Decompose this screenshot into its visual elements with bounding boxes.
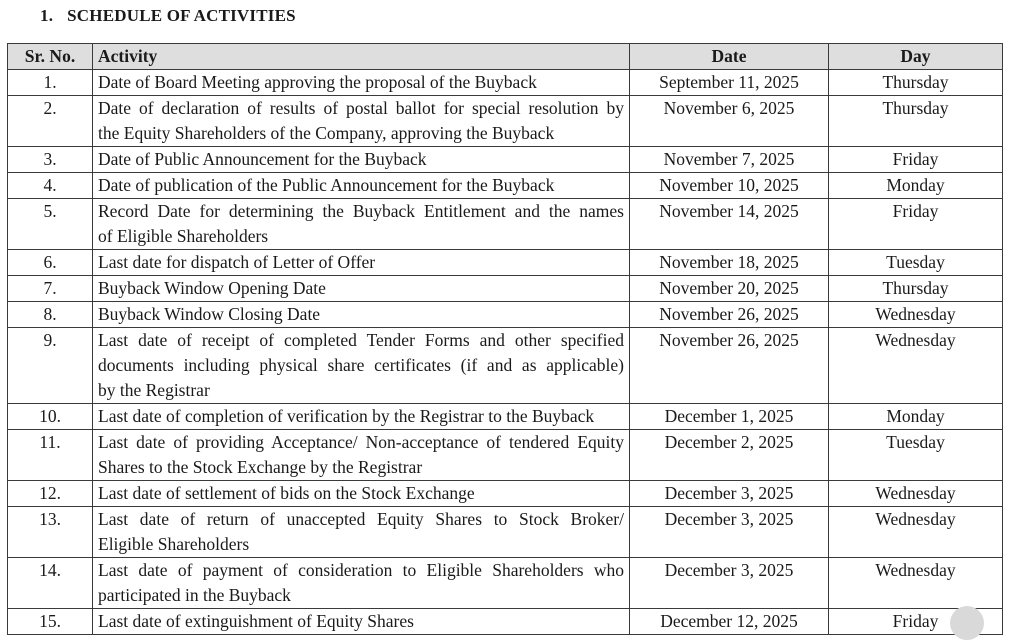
cell-sr-no: 9. [8,328,93,404]
cell-activity [93,302,630,328]
cell-day: Monday [829,404,1003,430]
cell-day: Wednesday [829,481,1003,507]
cell-sr-no: 13. [8,507,93,558]
cell-activity [93,507,630,558]
cell-date: November 14, 2025 [630,199,829,250]
cell-date: December 3, 2025 [630,507,829,558]
activity-line: the Equity Shareholders of the Company, approving the Buyback [98,123,555,143]
cell-activity [93,328,630,404]
cell-date: November 20, 2025 [630,276,829,302]
activity-line: Date of publication of the Public Announcement for the Buyback [98,175,555,195]
cell-activity [93,70,630,96]
table-row [8,609,1003,635]
activity-line: Last date of settlement of bids on the Stock Exchange [98,483,475,503]
cell-date: November 26, 2025 [630,328,829,404]
cell-sr-no: 3. [8,147,93,173]
cell-sr-no: 15. [8,609,93,635]
cell-sr-no: 8. [8,302,93,328]
cell-day: Wednesday [829,558,1003,609]
table-row [8,507,1003,558]
cell-activity [93,276,630,302]
cell-activity [93,481,630,507]
table-row [8,481,1003,507]
activity-line: Last date of return of unaccepted Equity Shares to Stock Broker/ [98,509,624,529]
table-row [8,558,1003,609]
cell-day: Tuesday [829,250,1003,276]
schedule-table [7,43,1003,635]
activity-line: Last date of receipt of completed Tender Forms and other specified [98,330,624,350]
cell-date: December 3, 2025 [630,481,829,507]
cell-date: December 1, 2025 [630,404,829,430]
table-row [8,404,1003,430]
cell-date: November 18, 2025 [630,250,829,276]
table-row [8,276,1003,302]
cell-day: Thursday [829,96,1003,147]
table-row [8,302,1003,328]
table-row [8,250,1003,276]
activity-line: Date of Public Announcement for the Buyback [98,149,427,169]
cell-day: Wednesday [829,302,1003,328]
activity-line: Buyback Window Opening Date [98,278,326,298]
cell-sr-no: 2. [8,96,93,147]
cell-activity [93,250,630,276]
activity-line: Last date of providing Acceptance/ Non-acceptance of tendered Equity [98,432,624,452]
activity-line: participated in the Buyback [98,585,291,605]
activity-line: of Eligible Shareholders [98,226,269,246]
cell-sr-no: 7. [8,276,93,302]
cell-date: December 12, 2025 [630,609,829,635]
header-date: Date [630,44,829,70]
cell-day: Wednesday [829,328,1003,404]
cell-date: November 26, 2025 [630,302,829,328]
cell-activity [93,404,630,430]
cell-date: November 10, 2025 [630,173,829,199]
cell-day: Friday [829,609,1003,635]
cell-day: Tuesday [829,430,1003,481]
activity-line: Last date of completion of verification by the Registrar to the Buyback [98,406,595,426]
activity-line: Last date for dispatch of Letter of Offer [98,252,376,272]
table-row [8,96,1003,147]
activity-line: Eligible Shareholders [98,534,250,554]
table-row [8,328,1003,404]
cell-sr-no: 4. [8,173,93,199]
cell-day: Friday [829,199,1003,250]
cell-sr-no: 14. [8,558,93,609]
cell-day: Wednesday [829,507,1003,558]
cell-day: Monday [829,173,1003,199]
section-heading [40,6,296,26]
table-row [8,430,1003,481]
activity-line: by the Registrar [98,380,210,400]
section-number: 1. [40,6,54,25]
activity-line: Last date of payment of consideration to Eligible Shareholders who [98,560,624,580]
header-day: Day [829,44,1003,70]
cell-day: Friday [829,147,1003,173]
cell-sr-no: 1. [8,70,93,96]
cell-activity [93,430,630,481]
activity-line: Last date of extinguishment of Equity Shares [98,611,414,631]
activity-line: Date of Board Meeting approving the proposal of the Buyback [98,72,537,92]
cell-date: December 3, 2025 [630,558,829,609]
cell-sr-no: 6. [8,250,93,276]
section-title: SCHEDULE OF ACTIVITIES [67,6,296,25]
cell-sr-no: 12. [8,481,93,507]
table-row [8,70,1003,96]
cell-activity [93,173,630,199]
cell-activity [93,609,630,635]
cell-sr-no: 10. [8,404,93,430]
header-sr-no: Sr. No. [8,44,93,70]
table-row [8,147,1003,173]
activity-line: Buyback Window Closing Date [98,304,321,324]
cell-day: Thursday [829,70,1003,96]
cell-sr-no: 11. [8,430,93,481]
activity-line: Record Date for determining the Buyback Entitlement and the names [98,201,624,221]
corner-overlay-icon [950,606,984,640]
activity-line: Shares to the Stock Exchange by the Registrar [98,457,423,477]
table-header-row [8,44,1003,70]
cell-activity [93,199,630,250]
cell-day: Thursday [829,276,1003,302]
table-row [8,173,1003,199]
cell-date: November 6, 2025 [630,96,829,147]
header-activity: Activity [93,44,630,70]
table-row [8,199,1003,250]
table-body [8,70,1003,635]
activity-line: Date of declaration of results of postal ballot for special resolution by [98,98,624,118]
cell-activity [93,558,630,609]
cell-activity [93,96,630,147]
cell-sr-no: 5. [8,199,93,250]
cell-date: December 2, 2025 [630,430,829,481]
cell-date: November 7, 2025 [630,147,829,173]
activity-line: documents including physical share certificates (if and as applicable) [98,355,624,375]
cell-activity [93,147,630,173]
cell-date: September 11, 2025 [630,70,829,96]
